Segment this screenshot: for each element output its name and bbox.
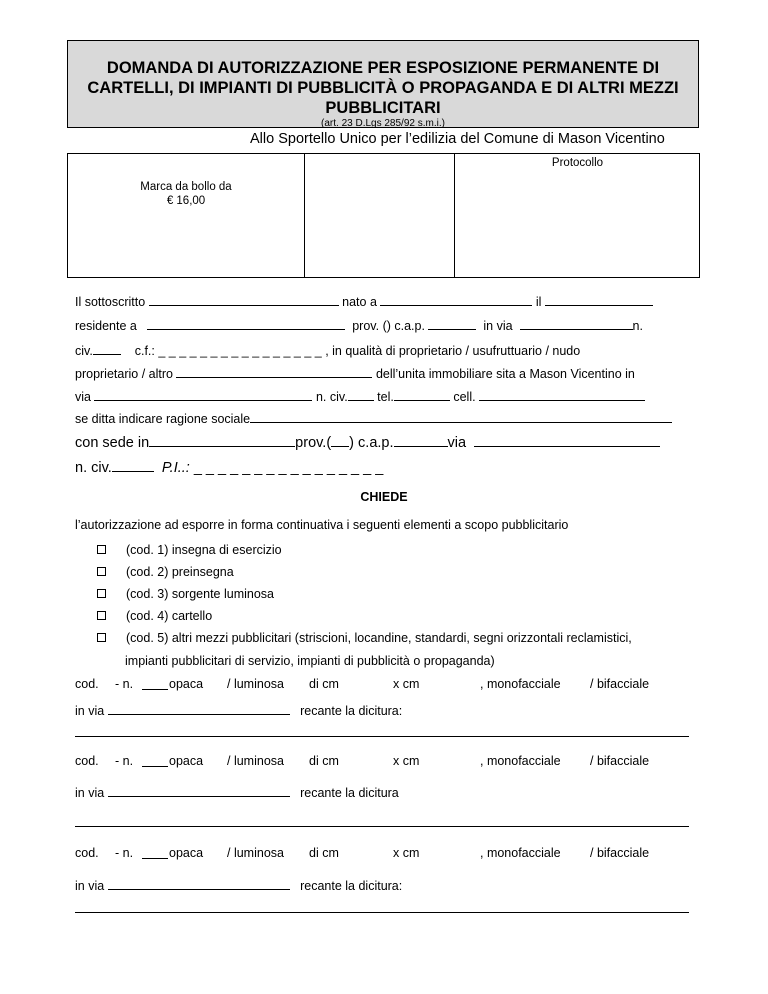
item-text-line-1[interactable]: [75, 736, 689, 737]
item-text-line-3[interactable]: [75, 912, 689, 913]
applicant-line-5: via n. civ. tel. cell.: [75, 388, 645, 404]
recipient-line: Allo Sportello Unico per l’edilizia del Comune di Mason Vicentino: [250, 131, 665, 147]
residence-field[interactable]: [147, 317, 345, 330]
item-text-line-2[interactable]: [75, 826, 689, 827]
checkbox-cod-1[interactable]: [97, 545, 106, 554]
company-cap-field[interactable]: [394, 432, 448, 447]
birthdate-field[interactable]: [545, 293, 653, 306]
title-other-field[interactable]: [176, 365, 372, 378]
revenue-stamp-area: [68, 154, 305, 277]
quantity-field[interactable]: [142, 846, 168, 859]
item-street-row-2: in via recante la dicitura: [75, 786, 399, 800]
request-heading: CHIEDE: [360, 490, 408, 504]
property-civic-field[interactable]: [348, 388, 374, 401]
name-field[interactable]: [149, 293, 339, 306]
street-field[interactable]: [520, 317, 633, 330]
applicant-line-4: proprietario / altro dell’unita immobiliare sita a Mason Vicentino in: [75, 367, 635, 381]
option-cod-1: (cod. 1) insegna di esercizio: [97, 543, 282, 557]
option-cod-3: (cod. 3) sorgente luminosa: [97, 587, 274, 601]
applicant-line-1: Il sottoscritto nato a il: [75, 293, 653, 309]
cap-field[interactable]: [428, 317, 476, 330]
item-street-row-3: in via recante la dicitura:: [75, 879, 403, 893]
company-seat-field[interactable]: [149, 432, 295, 447]
request-intro: l’autorizzazione ad esporre in forma continuativa i seguenti elementi a scopo pubblicitario: [75, 518, 569, 532]
item-row-2: cod. - n. opaca / luminosa di cm x cm , monofacciale / bifacciale: [75, 754, 650, 768]
item-street-field[interactable]: [108, 784, 290, 797]
item-row-1: cod. - n. opaca / luminosa di cm x cm , monofacciale / bifacciale: [75, 677, 650, 691]
option-cod-4: (cod. 4) cartello: [97, 609, 212, 623]
applicant-line-2: residente a prov. () c.a.p. in via n.: [75, 319, 643, 333]
option-cod-5-continued: impianti pubblicitari di servizio, impianti di pubblicità o propaganda): [125, 654, 495, 668]
item-street-row-1: in via recante la dicitura:: [75, 704, 403, 718]
property-street-field[interactable]: [94, 388, 312, 401]
company-street-field[interactable]: [474, 432, 660, 447]
civic-number-field[interactable]: [93, 342, 121, 355]
checkbox-cod-5[interactable]: [97, 633, 106, 642]
phone-field[interactable]: [394, 388, 450, 401]
birthplace-field[interactable]: [380, 293, 532, 306]
company-civic-field[interactable]: [112, 457, 154, 472]
blank-stamp-area: [304, 154, 455, 277]
checkbox-cod-3[interactable]: [97, 589, 106, 598]
vat-number-field[interactable]: _ _ _ _ _ _ _ _ _ _ _ _ _ _ _ _: [193, 460, 384, 476]
applicant-line-7: con sede in prov.( ) c.a.p. via: [75, 432, 660, 451]
mobile-field[interactable]: [479, 388, 645, 401]
applicant-line-3: civ. c.f.: _ _ _ _ _ _ _ _ _ _ _ _ _ _ _ _ , in qualità di proprietario / usufruttuario / nudo: [75, 344, 581, 358]
company-name-field[interactable]: [250, 410, 672, 423]
legal-reference: (art. 23 D.Lgs 285/92 s.m.i.): [321, 118, 445, 129]
title-box: [67, 40, 699, 128]
quantity-field[interactable]: [142, 677, 168, 690]
applicant-line-8: n. civ. P.I..: _ _ _ _ _ _ _ _ _ _ _ _ _ _ _ _: [75, 457, 383, 476]
option-cod-5: (cod. 5) altri mezzi pubblicitari (striscioni, locandine, standardi, segni orizzontali reclamistici,: [97, 631, 632, 645]
company-prov-field[interactable]: [331, 432, 349, 447]
option-cod-2: (cod. 2) preinsegna: [97, 565, 234, 579]
checkbox-cod-4[interactable]: [97, 611, 106, 620]
item-row-3: cod. - n. opaca / luminosa di cm x cm , monofacciale / bifacciale: [75, 846, 650, 860]
item-street-field[interactable]: [108, 877, 290, 890]
applicant-line-6: se ditta indicare ragione sociale: [75, 410, 672, 426]
checkbox-cod-2[interactable]: [97, 567, 106, 576]
quantity-field[interactable]: [142, 754, 168, 767]
document-title: DOMANDA DI AUTORIZZAZIONE PER ESPOSIZIONE PERMANENTE DI CARTELLI, DI IMPIANTI DI PUBBLICITÀ O PROPAGANDA E DI ALTRI MEZZI PUBBLICITARI: [87, 59, 679, 117]
stamp-protocol-box: [67, 153, 700, 278]
tax-code-field[interactable]: _ _ _ _ _ _ _ _ _ _ _ _ _ _ _ _: [158, 344, 322, 358]
revenue-stamp-label: Marca da bollo da € 16,00: [140, 181, 232, 207]
item-street-field[interactable]: [108, 702, 290, 715]
protocol-label: Protocollo: [551, 157, 604, 169]
